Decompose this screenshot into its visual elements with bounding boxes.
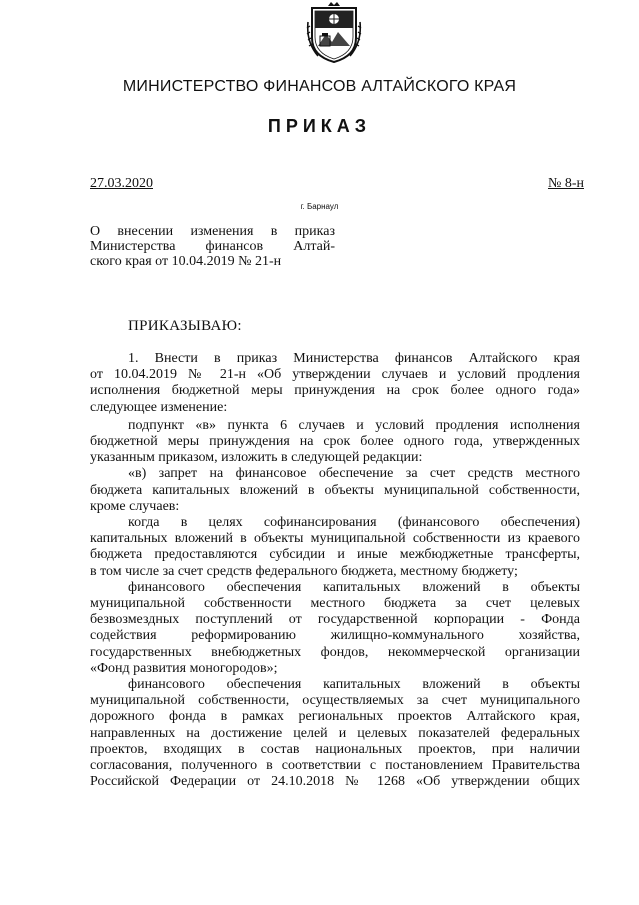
body-line: «Фонд развития моногородов»;: [90, 660, 278, 676]
altai-krai-coat-of-arms: [306, 2, 362, 64]
body-line: муниципальной собственности местного бюджета за счет целевых: [90, 596, 580, 612]
document-number: № 8-н: [547, 176, 584, 191]
document-subject: [90, 224, 335, 269]
body-line: финансового обеспечения капитальных вложений в объекты: [128, 677, 580, 693]
document-date: 27.03.2020: [90, 176, 153, 191]
body-line: следующее изменение:: [90, 399, 228, 415]
body-line: согласования, полученного в соответствии с постановлением Правительства: [90, 758, 580, 774]
subject-line: ского края от 10.04.2019 № 21-н: [90, 254, 282, 269]
subject-line: О внесении изменения в приказ: [90, 224, 335, 239]
decree-word: ПРИКАЗЫВАЮ:: [128, 318, 242, 334]
body-line: подпункт «в» пункта 6 случаев и условий продления исполнения: [128, 417, 580, 433]
body-line: безвозмездных поступлений от государственной корпорации - Фонда: [90, 612, 580, 628]
body-line: от 10.04.2019 № 21-н «Об утверждении случаев и условий продления: [90, 367, 580, 383]
body-line: капитальных вложений в объекты муниципальной собственности из краевого: [90, 531, 580, 547]
body-line: бюджетной меры принуждения на срок более одного года, утвержденных: [90, 434, 580, 450]
body-line: кроме случаев:: [90, 498, 180, 514]
ministry-name: МИНИСТЕРСТВО ФИНАНСОВ АЛТАЙСКОГО КРАЯ: [122, 78, 517, 95]
body-line: направленных на достижение целей и целевых показателей федеральных: [90, 725, 580, 741]
document-type-title: ПРИКАЗ: [267, 116, 372, 136]
body-line: в том числе за счет средств федерального бюджета, местному бюджету;: [90, 563, 518, 579]
body-line: бюджета предоставляются субсидии и иные межбюджетные трансферты,: [90, 547, 580, 563]
document-body: [90, 351, 580, 790]
body-line: содействия реформированию жилищно-коммунального хозяйства,: [90, 628, 580, 644]
body-line: когда в целях софинансирования (финансового обеспечения): [128, 515, 580, 531]
body-line: государственных внебюджетных фондов, некоммерческой организации: [90, 644, 580, 660]
body-line: 1. Внести в приказ Министерства финансов Алтайского края: [128, 351, 580, 366]
body-line: финансового обеспечения капитальных вложений в объекты: [128, 579, 580, 595]
body-line: муниципальной собственности, осуществляемых за счет муниципального: [90, 693, 580, 709]
body-line: дорожного фонда в рамках региональных проектов Алтайского края,: [90, 709, 580, 725]
body-line: бюджета капитальных вложений в объекты муниципальной собственности,: [90, 482, 580, 498]
body-line: проектов, входящих в состав национальных проектов, при наличии: [90, 741, 580, 757]
body-line: указанным приказом, изложить в следующей редакции:: [90, 450, 423, 466]
body-line: «в) запрет на финансовое обеспечение за счет средств местного: [128, 466, 580, 482]
body-line: Российской Федерации от 24.10.2018 № 1268 «Об утверждении общих: [90, 774, 580, 790]
document-city: г. Барнаул: [300, 202, 339, 211]
body-line: исполнения бюджетной меры принуждения на срок более одного года»: [90, 383, 580, 399]
subject-line: Министерства финансов Алтай-: [90, 239, 335, 254]
